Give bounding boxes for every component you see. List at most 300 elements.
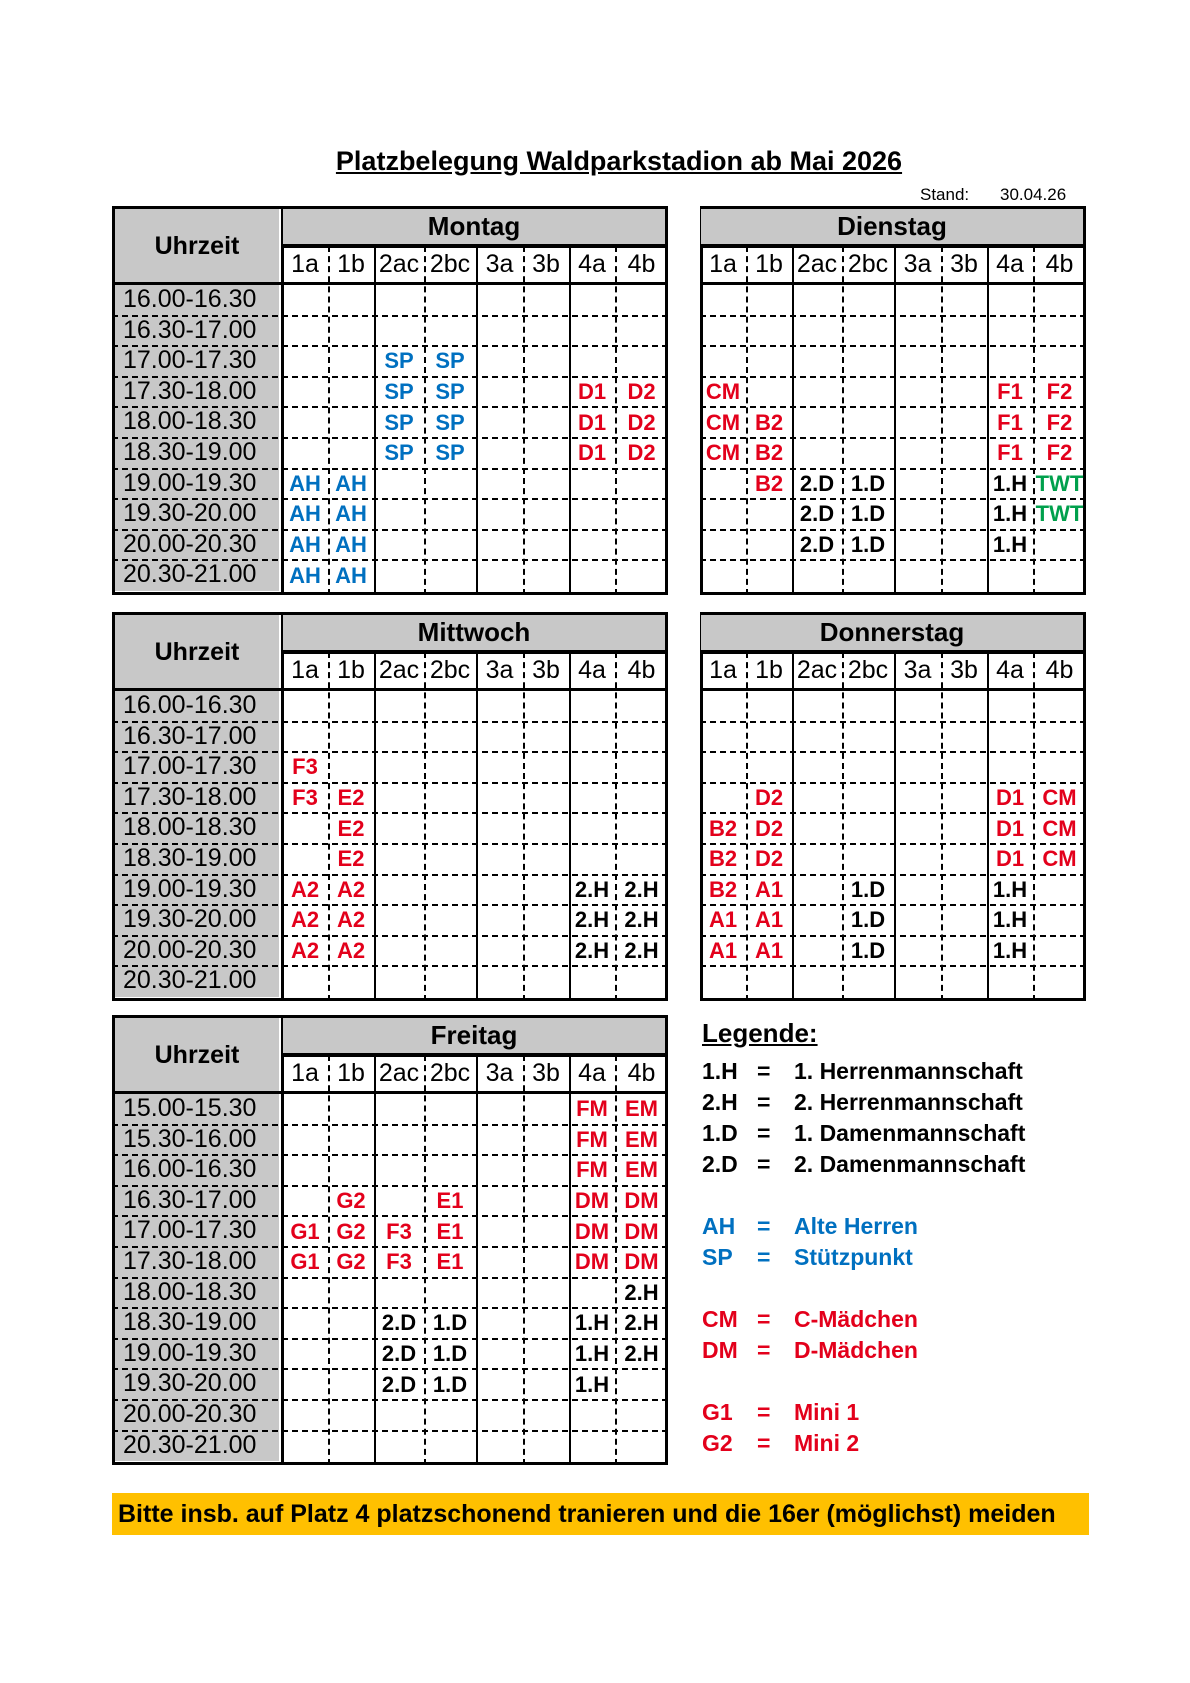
legend-item: [702, 1058, 1082, 1086]
dienstag-col-header-1a: 1a: [709, 250, 737, 278]
booking-cell: [424, 1278, 476, 1309]
legend-item: [702, 1213, 1082, 1241]
booking-cell: 1.D: [432, 1341, 468, 1367]
booking-cell: [792, 783, 842, 814]
booking-cell: SP: [435, 379, 465, 405]
booking-cell: CM: [1042, 815, 1077, 841]
booking-cell: [615, 691, 668, 722]
booking-cell: [476, 285, 523, 316]
booking-cell: 1.H: [992, 876, 1028, 902]
montag-day-title: Montag: [283, 209, 665, 246]
booking-cell: [476, 1094, 523, 1125]
booking-cell: [894, 469, 941, 500]
booking-cell: [569, 966, 615, 997]
booking-cell: [328, 752, 374, 783]
booking-cell: [374, 722, 424, 753]
booking-cell: E2: [337, 815, 365, 841]
booking-cell: A2: [290, 938, 320, 964]
booking-cell: [523, 1216, 569, 1247]
booking-cell: FM: [576, 1126, 608, 1152]
mittwoch-day-title: Mittwoch: [283, 615, 665, 652]
legend-text: 2. Damenmannschaft: [794, 1151, 1026, 1177]
freitag-col-header-2bc: 2bc: [429, 1059, 471, 1087]
booking-cell: AH: [335, 532, 367, 558]
booking-cell: [987, 560, 1033, 591]
booking-cell: TWT: [1035, 470, 1084, 496]
booking-cell: [476, 530, 523, 561]
freitag-col-header-3b: 3b: [532, 1059, 560, 1087]
booking-cell: [842, 346, 894, 377]
booking-cell: [615, 752, 668, 783]
booking-cell: [476, 813, 523, 844]
legend-eq: =: [757, 1306, 771, 1332]
booking-cell: [523, 1400, 569, 1431]
booking-cell: [424, 469, 476, 500]
booking-cell: [842, 813, 894, 844]
booking-cell: [424, 875, 476, 906]
dienstag-col-header-3b: 3b: [950, 250, 978, 278]
booking-cell: E1: [436, 1188, 464, 1214]
booking-cell: SP: [435, 348, 465, 374]
booking-cell: [1033, 346, 1086, 377]
booking-cell: A1: [754, 938, 784, 964]
montag-uhrzeit-header: Uhrzeit: [115, 209, 279, 283]
booking-cell: DM: [624, 1218, 659, 1244]
booking-cell: [987, 346, 1033, 377]
booking-cell: [282, 1278, 328, 1309]
booking-cell: 1.D: [850, 532, 886, 558]
booking-cell: [894, 346, 941, 377]
booking-cell: [941, 499, 987, 530]
mittwoch-col-header-1a: 1a: [291, 656, 319, 684]
booking-cell: 2.H: [574, 876, 610, 902]
booking-cell: [476, 346, 523, 377]
booking-cell: [476, 783, 523, 814]
booking-cell: E1: [436, 1249, 464, 1275]
mittwoch-time-slot: 20.30-21.00: [115, 966, 279, 997]
legend-code: 2.D: [702, 1151, 738, 1177]
legend-text: D-Mädchen: [794, 1337, 918, 1363]
booking-cell: [282, 346, 328, 377]
booking-cell: [746, 285, 792, 316]
booking-cell: [842, 966, 894, 997]
booking-cell: [941, 438, 987, 469]
montag-col-header-2bc: 2bc: [429, 250, 471, 278]
legend-text: 1. Herrenmannschaft: [794, 1058, 1023, 1084]
booking-cell: A2: [336, 907, 366, 933]
booking-cell: [476, 1339, 523, 1370]
booking-cell: [476, 316, 523, 347]
booking-cell: A1: [708, 938, 738, 964]
booking-cell: [476, 560, 523, 591]
booking-cell: [424, 783, 476, 814]
booking-cell: CM: [705, 379, 741, 405]
booking-cell: E2: [337, 785, 365, 811]
booking-cell: [569, 346, 615, 377]
booking-cell: CM: [1042, 785, 1077, 811]
booking-cell: D2: [627, 440, 656, 466]
booking-cell: [282, 722, 328, 753]
legend-text: Stützpunkt: [794, 1244, 913, 1270]
booking-cell: [282, 1186, 328, 1217]
booking-cell: [941, 875, 987, 906]
booking-cell: [424, 966, 476, 997]
freitag-day-title: Freitag: [283, 1018, 665, 1055]
dienstag-day-title: Dienstag: [701, 209, 1083, 246]
booking-cell: A2: [336, 876, 366, 902]
montag-time-slot: 20.00-20.30: [115, 530, 279, 561]
booking-cell: [746, 377, 792, 408]
donnerstag-col-header-1a: 1a: [709, 656, 737, 684]
booking-cell: SP: [384, 409, 414, 435]
booking-cell: [792, 377, 842, 408]
booking-cell: [424, 316, 476, 347]
booking-cell: [792, 966, 842, 997]
booking-cell: [746, 560, 792, 591]
booking-cell: [328, 1369, 374, 1400]
booking-cell: [615, 530, 668, 561]
legend-item: [702, 1430, 1082, 1458]
booking-cell: [894, 285, 941, 316]
booking-cell: [523, 783, 569, 814]
booking-cell: [282, 813, 328, 844]
legend-eq: =: [757, 1244, 771, 1270]
booking-cell: [569, 469, 615, 500]
booking-cell: [615, 316, 668, 347]
booking-cell: [476, 691, 523, 722]
booking-cell: [523, 1308, 569, 1339]
mittwoch-time-slot: 16.30-17.00: [115, 722, 279, 753]
booking-cell: 2.D: [799, 501, 835, 527]
booking-cell: [941, 560, 987, 591]
booking-cell: [374, 1400, 424, 1431]
booking-cell: B2: [708, 815, 738, 841]
booking-cell: [1033, 316, 1086, 347]
mittwoch-time-slot: 17.00-17.30: [115, 752, 279, 783]
booking-cell: 2.D: [381, 1371, 417, 1397]
booking-cell: [424, 905, 476, 936]
legend-code: 1.H: [702, 1058, 738, 1084]
booking-cell: 1.H: [574, 1371, 610, 1397]
booking-cell: [328, 1155, 374, 1186]
booking-cell: [792, 691, 842, 722]
booking-cell: [523, 722, 569, 753]
booking-cell: SP: [384, 348, 414, 374]
booking-cell: [569, 285, 615, 316]
booking-cell: 1.H: [992, 501, 1028, 527]
booking-cell: 2.H: [624, 1310, 659, 1336]
booking-cell: [569, 691, 615, 722]
booking-cell: [842, 691, 894, 722]
booking-cell: [792, 316, 842, 347]
booking-cell: [894, 722, 941, 753]
booking-cell: D2: [754, 815, 784, 841]
montag-time-slot: 17.00-17.30: [115, 346, 279, 377]
booking-cell: 2.D: [381, 1341, 417, 1367]
booking-cell: [328, 1339, 374, 1370]
legend-code: CM: [702, 1306, 738, 1332]
booking-cell: [424, 722, 476, 753]
booking-cell: CM: [705, 409, 741, 435]
booking-cell: [941, 936, 987, 967]
booking-cell: [615, 560, 668, 591]
booking-cell: [941, 285, 987, 316]
booking-cell: [282, 844, 328, 875]
booking-cell: [894, 966, 941, 997]
booking-cell: [328, 285, 374, 316]
booking-cell: [374, 499, 424, 530]
booking-cell: [1033, 905, 1086, 936]
booking-cell: [615, 813, 668, 844]
booking-cell: F2: [1046, 409, 1073, 435]
freitag-uhrzeit-header: Uhrzeit: [115, 1018, 279, 1092]
booking-cell: 1.D: [850, 501, 886, 527]
legend-eq: =: [757, 1430, 771, 1456]
mittwoch-col-header-1b: 1b: [337, 656, 365, 684]
booking-cell: [569, 1431, 615, 1462]
booking-cell: [476, 1155, 523, 1186]
booking-cell: G2: [336, 1218, 366, 1244]
booking-cell: [792, 844, 842, 875]
booking-cell: D1: [995, 846, 1025, 872]
booking-cell: [894, 438, 941, 469]
montag-time-slot: 20.30-21.00: [115, 560, 279, 591]
booking-cell: 2.H: [574, 907, 610, 933]
donnerstag-col-header-2ac: 2ac: [796, 656, 838, 684]
booking-cell: [792, 438, 842, 469]
booking-cell: [476, 966, 523, 997]
booking-cell: [842, 752, 894, 783]
legend-eq: =: [757, 1058, 771, 1084]
booking-cell: 2.H: [624, 876, 659, 902]
montag-col-header-2ac: 2ac: [378, 250, 420, 278]
booking-cell: [282, 1155, 328, 1186]
montag-time-slot: 19.00-19.30: [115, 469, 279, 500]
montag-col-header-3b: 3b: [532, 250, 560, 278]
legend-title: Legende:: [702, 1018, 818, 1048]
donnerstag-day-title: Donnerstag: [701, 615, 1083, 652]
booking-cell: [328, 722, 374, 753]
montag-col-header-1b: 1b: [337, 250, 365, 278]
booking-cell: [746, 966, 792, 997]
freitag-time-slot: 20.00-20.30: [115, 1400, 279, 1431]
booking-cell: [523, 1369, 569, 1400]
booking-cell: F3: [386, 1249, 412, 1275]
legend-eq: =: [757, 1151, 771, 1177]
legend-eq: =: [757, 1120, 771, 1146]
legend-item: [702, 1306, 1082, 1334]
booking-cell: A2: [290, 876, 320, 902]
booking-cell: [700, 560, 746, 591]
freitag-col-header-3a: 3a: [485, 1059, 514, 1087]
booking-cell: [523, 530, 569, 561]
freitag-time-slot: 17.30-18.00: [115, 1247, 279, 1278]
booking-cell: [328, 1400, 374, 1431]
montag-time-slot: 19.30-20.00: [115, 499, 279, 530]
booking-cell: [941, 966, 987, 997]
booking-cell: 2.H: [624, 938, 659, 964]
booking-cell: [523, 1125, 569, 1156]
booking-cell: [374, 469, 424, 500]
booking-cell: [941, 377, 987, 408]
booking-cell: F2: [1046, 440, 1073, 466]
booking-cell: [282, 285, 328, 316]
booking-cell: [569, 813, 615, 844]
booking-cell: [615, 783, 668, 814]
booking-cell: [424, 285, 476, 316]
booking-cell: [615, 1400, 668, 1431]
booking-cell: [569, 1278, 615, 1309]
booking-cell: [615, 966, 668, 997]
booking-cell: [374, 1431, 424, 1462]
booking-cell: [424, 560, 476, 591]
booking-cell: [328, 966, 374, 997]
freitag-time-slot: 18.30-19.00: [115, 1308, 279, 1339]
booking-cell: F1: [997, 409, 1023, 435]
booking-cell: [941, 316, 987, 347]
legend-item: [702, 1244, 1082, 1272]
booking-cell: [476, 936, 523, 967]
booking-cell: 1.D: [850, 470, 886, 496]
booking-cell: [615, 285, 668, 316]
booking-cell: [1033, 966, 1086, 997]
booking-cell: [328, 316, 374, 347]
booking-cell: [842, 783, 894, 814]
booking-cell: [1033, 722, 1086, 753]
booking-cell: [792, 905, 842, 936]
booking-cell: [328, 377, 374, 408]
booking-cell: [523, 1247, 569, 1278]
booking-cell: SP: [435, 409, 465, 435]
legend-text: C-Mädchen: [794, 1306, 918, 1332]
booking-cell: [523, 936, 569, 967]
booking-cell: [1033, 285, 1086, 316]
booking-cell: [941, 813, 987, 844]
donnerstag-col-header-2bc: 2bc: [847, 656, 889, 684]
booking-cell: A2: [290, 907, 320, 933]
booking-cell: [328, 346, 374, 377]
booking-cell: [476, 1247, 523, 1278]
booking-cell: [328, 1278, 374, 1309]
booking-cell: [523, 346, 569, 377]
booking-cell: [374, 1125, 424, 1156]
freitag-col-header-1a: 1a: [291, 1059, 319, 1087]
booking-cell: DM: [574, 1188, 610, 1214]
booking-cell: A2: [336, 938, 366, 964]
booking-cell: [282, 966, 328, 997]
booking-cell: D1: [995, 785, 1025, 811]
booking-cell: [374, 813, 424, 844]
booking-cell: [842, 560, 894, 591]
booking-cell: [746, 691, 792, 722]
booking-cell: SP: [435, 440, 465, 466]
booking-cell: [1033, 936, 1086, 967]
booking-cell: [615, 469, 668, 500]
booking-cell: [523, 407, 569, 438]
booking-cell: [523, 1431, 569, 1462]
legend-text: 1. Damenmannschaft: [794, 1120, 1026, 1146]
dienstag-col-header-3a: 3a: [903, 250, 932, 278]
booking-cell: [523, 1339, 569, 1370]
booking-cell: F3: [292, 754, 318, 780]
booking-cell: AH: [289, 532, 321, 558]
booking-cell: D1: [577, 409, 607, 435]
booking-cell: [700, 316, 746, 347]
booking-cell: [424, 752, 476, 783]
booking-cell: [476, 1278, 523, 1309]
stand-date: 30.04.26: [1000, 185, 1067, 204]
booking-cell: [476, 438, 523, 469]
booking-cell: [987, 722, 1033, 753]
booking-cell: [941, 752, 987, 783]
booking-cell: B2: [754, 470, 784, 496]
booking-cell: B2: [754, 440, 784, 466]
booking-cell: 1.H: [992, 907, 1028, 933]
booking-cell: [987, 316, 1033, 347]
booking-cell: [615, 844, 668, 875]
booking-cell: [328, 691, 374, 722]
mittwoch-time-slot: 19.00-19.30: [115, 875, 279, 906]
legend-code: DM: [702, 1337, 738, 1363]
booking-cell: [476, 1125, 523, 1156]
booking-cell: [476, 752, 523, 783]
booking-cell: [328, 407, 374, 438]
booking-cell: 2.D: [381, 1310, 417, 1336]
booking-cell: [374, 285, 424, 316]
booking-cell: [328, 438, 374, 469]
booking-cell: [523, 1278, 569, 1309]
stand-label: Stand:: [920, 185, 970, 204]
booking-cell: [569, 1400, 615, 1431]
booking-cell: EM: [625, 1096, 658, 1122]
booking-cell: [476, 1186, 523, 1217]
booking-cell: 1.D: [850, 938, 886, 964]
booking-cell: D1: [577, 379, 607, 405]
booking-cell: [476, 1216, 523, 1247]
booking-cell: 1.D: [850, 907, 886, 933]
booking-cell: AH: [289, 470, 321, 496]
legend-eq: =: [757, 1337, 771, 1363]
booking-cell: [746, 346, 792, 377]
notice-banner: Bitte insb. auf Platz 4 platzschonend tranieren und die 16er (möglichst) meiden: [112, 1493, 1089, 1535]
donnerstag-col-header-1b: 1b: [755, 656, 783, 684]
booking-cell: [523, 905, 569, 936]
booking-cell: [700, 722, 746, 753]
booking-cell: [700, 691, 746, 722]
booking-cell: G1: [290, 1249, 320, 1275]
booking-cell: [569, 783, 615, 814]
legend-code: SP: [702, 1244, 733, 1270]
booking-cell: E1: [436, 1218, 464, 1244]
booking-cell: [476, 407, 523, 438]
booking-cell: [374, 1186, 424, 1217]
booking-cell: AH: [289, 501, 321, 527]
booking-cell: [941, 844, 987, 875]
mittwoch-col-header-4b: 4b: [627, 656, 656, 684]
mittwoch-col-header-3b: 3b: [532, 656, 560, 684]
booking-cell: SP: [384, 440, 414, 466]
booking-cell: [700, 752, 746, 783]
booking-cell: SP: [384, 379, 414, 405]
booking-cell: B2: [708, 876, 738, 902]
booking-cell: [700, 285, 746, 316]
booking-cell: [700, 499, 746, 530]
booking-cell: [374, 966, 424, 997]
booking-cell: [424, 530, 476, 561]
booking-cell: [894, 407, 941, 438]
booking-cell: [374, 875, 424, 906]
booking-cell: [894, 783, 941, 814]
